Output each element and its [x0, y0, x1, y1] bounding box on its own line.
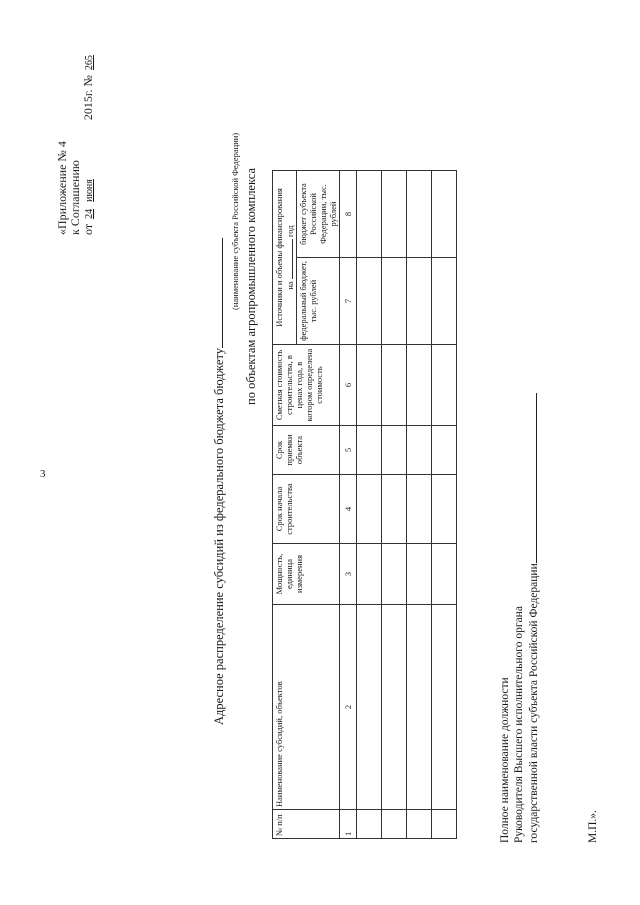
signature-line-3: государственной власти субъекта Российской Федерации [526, 393, 541, 843]
appendix-month: июня [84, 179, 95, 202]
appendix-year: 2015г. [81, 89, 95, 121]
title-blank [212, 238, 223, 348]
signature-blank [526, 393, 537, 563]
header-name: Наименование субсидий, объектов [273, 605, 340, 810]
title-line-2: по объектам агропромышленного комплекса [244, 168, 258, 405]
stamp-place: М.П.». [587, 810, 599, 843]
header-sources-title: Источники и объемы финансирования [274, 188, 284, 327]
appendix-date-line [82, 53, 96, 235]
signature-block [498, 393, 541, 843]
title-subnote: (наименование субъекта Российской Федерации) [230, 132, 240, 310]
header-capacity: Мощность, единица измерения [273, 544, 340, 605]
col-number: 5 [340, 426, 357, 475]
page-number: 3 [40, 468, 46, 480]
appendix-number: 265 [84, 55, 95, 71]
col-number: 3 [340, 544, 357, 605]
header-cost: Сметная стоимость строительства, в ценах года, в котором определена стоимость [273, 345, 340, 426]
header-num: № п/п [273, 810, 340, 839]
header-federal: федеральный бюджет, тыс. рублей [297, 258, 340, 345]
header-acceptance: Срок приемки объекта [273, 426, 340, 475]
header-sources-year: на год [285, 225, 295, 290]
appendix-number-label: № [81, 75, 95, 87]
col-number: 6 [340, 345, 357, 426]
appendix-block [56, 53, 96, 235]
header-row-1 [273, 171, 297, 839]
header-start: Срок начала строительства [273, 475, 340, 544]
title-text: Адресное распределение субсидий из федерального бюджета бюджету [212, 348, 226, 725]
col-number: 7 [340, 258, 357, 345]
subsidies-table [272, 170, 457, 839]
header-sources [273, 171, 297, 345]
appendix-from: от [81, 223, 95, 235]
appendix-day: 24 [84, 208, 95, 219]
appendix-agreement: к Соглашению [68, 160, 82, 235]
col-number: 4 [340, 475, 357, 544]
table-row [407, 171, 432, 839]
col-number: 1 [340, 810, 357, 839]
appendix-title: «Приложение № 4 [55, 141, 69, 235]
title-line-1 [212, 238, 226, 725]
signature-line-1: Полное наименование должности [499, 677, 511, 843]
column-numbers-row [340, 171, 357, 839]
table-row [382, 171, 407, 839]
table-row [432, 171, 457, 839]
col-number: 2 [340, 605, 357, 810]
col-number: 8 [340, 171, 357, 258]
table-row [357, 171, 382, 839]
signature-line-2: Руководителя Высшего исполнительного органа [513, 606, 525, 843]
header-regional: бюджет субъекта Российской Федерации, тыс. рублей [297, 171, 340, 258]
